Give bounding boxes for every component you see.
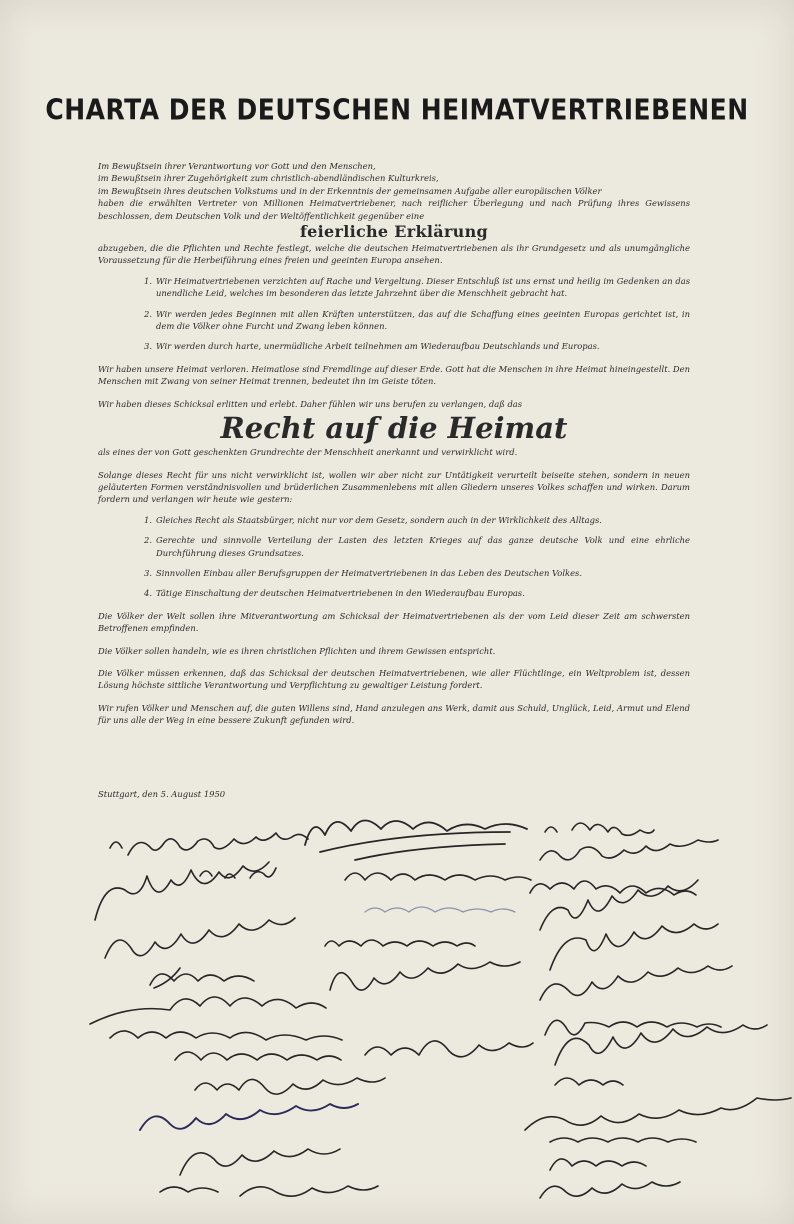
pledge-list <box>98 275 690 353</box>
paragraph-recognized: als eines der von Gott geschenkten Grundrechte der Menschheit anerkannt und verwirklicht wird. <box>98 447 518 458</box>
signature <box>540 966 732 1000</box>
signature <box>550 1138 696 1142</box>
signature <box>110 1031 342 1040</box>
paragraph-homeland-lost: Wir haben unsere Heimat verloren. Heimatlose sind Fremdlinge auf dieser Erde. Gott hat die Menschen in ihre Heimat hineingestellt. Den Menschen mit Zwang von seiner Heimat trennen, bedeutet ihn im Geiste töten. <box>98 363 690 387</box>
paragraph-as-long: Solange dieses Recht für uns nicht verwirklicht ist, wollen wir aber nicht zur Untätigkeit verurteilt beiseite stehen, sondern in neuen geläuterten Formen verständnisvollen und brüderlichen Zusammenlebens mit allen Gliedern unseres Volkes schaffen und wirken. Darum fordern und verlangen wir heute wie gestern: <box>98 469 690 505</box>
signature <box>365 907 515 912</box>
closing-paragraph: Die Völker sollen handeln, wie es ihren christlichen Pflichten und ihrem Gewissen entspricht. <box>98 645 496 656</box>
intro-line: im Bewußtsein ihres deutschen Volkstums und in der Erkenntnis der gemeinsamen Aufgabe aller europäischen Völker <box>98 185 602 196</box>
signature <box>550 924 718 970</box>
intro-line: haben die erwählten Vertreter von Millionen Heimatvertriebener, nach reiflicher Überlegung und nach Prüfung ihres Gewissens beschlossen, dem Deutschen Volk und der Weltöffentlichkeit gegenüber eine <box>98 198 690 221</box>
signature <box>345 873 531 880</box>
signature <box>110 833 308 855</box>
intro-line: Im Bewußtsein ihrer Verantwortung vor Gott und den Menschen, <box>98 161 376 171</box>
signature <box>175 1052 341 1060</box>
demand-list <box>98 514 690 600</box>
declaration-intro: abzugeben, die die Pflichten und Rechte festlegt, welche die deutschen Heimatvertriebenen als ihr Grundgesetz und als unumgängliche Voraussetzung für die Herbeiführung eines freien und geeinten Europa ansehen. <box>98 243 690 266</box>
signature <box>150 974 254 985</box>
signature <box>550 1159 646 1170</box>
signature <box>525 1098 791 1130</box>
demand-item: 2. Gerechte und sinnvolle Verteilung der Lasten des letzten Krieges auf das ganze deutsche Volk und eine ehrliche Durchführung dieses Grundsatzes. <box>144 535 690 558</box>
signature <box>140 1104 358 1130</box>
signature <box>330 962 520 990</box>
signature <box>540 1182 680 1198</box>
signature <box>90 997 326 1024</box>
signature <box>180 1149 340 1175</box>
document-title: CHARTA DER DEUTSCHEN HEIMATVERTRIEBENEN <box>45 92 749 127</box>
demand-item: 3. Sinnvollen Einbau aller Berufsgruppen der Heimatvertriebenen in das Leben des Deutschen Volkes. <box>144 567 582 578</box>
signature <box>545 823 654 835</box>
signature <box>545 1020 721 1035</box>
pledge-item: 2. Wir werden jedes Beginnen mit allen Kräften unterstützen, das auf die Schaffung eines geeinten Europas gerichtet ist, in dem die Völker ohne Furcht und Zwang leben können. <box>144 308 690 332</box>
signature <box>305 820 527 860</box>
dateline: Stuttgart, den 5. August 1950 <box>98 789 226 799</box>
closing-paragraph: Wir rufen Völker und Menschen auf, die guten Willens sind, Hand anzulegen ans Werk, damit aus Schuld, Unglück, Leid, Armut und Elend für uns alle der Weg in eine bessere Zukunft gefunden wird. <box>98 702 690 726</box>
intro-line: im Bewußtsein ihrer Zugehörigkeit zum christlich-abendländischen Kulturkreis, <box>98 173 439 184</box>
paragraph-fate: Wir haben dieses Schicksal erlitten und erlebt. Daher fühlen wir uns berufen zu verlangen, daß das <box>98 398 523 409</box>
declaration-heading: feierliche Erklärung <box>299 222 489 242</box>
signature <box>200 868 276 878</box>
signature <box>195 1078 385 1094</box>
signature <box>540 880 698 930</box>
signature <box>555 1078 623 1085</box>
signature <box>530 881 696 895</box>
signature <box>105 918 295 988</box>
demand-item: 1. Gleiches Recht als Staatsbürger, nicht nur vor dem Gesetz, sondern auch in der Wirklichkeit des Alltags. <box>144 514 602 525</box>
right-to-homeland-heading: Recht auf die Heimat <box>220 411 568 446</box>
signature <box>160 1186 378 1196</box>
closing-paragraph: Die Völker der Welt sollen ihre Mitverantwortung am Schicksal der Heimatvertriebenen als der vom Leid dieser Zeit am schwersten Betroffenen empfinden. <box>98 610 690 634</box>
pledge-item: 3. Wir werden durch harte, unermüdliche Arbeit teilnehmen am Wiederaufbau Deutschlands und Europas. <box>144 341 600 352</box>
charter-body <box>98 160 690 727</box>
signature <box>325 940 475 946</box>
signature <box>365 1041 533 1057</box>
pledge-item: 1. Wir Heimatvertriebenen verzichten auf Rache und Vergeltung. Dieser Entschluß ist uns ernst und heilig im Gedenken an das unendliche Leid, welches im besonderen das letzte Jahrzehnt über die Menschheit gebracht hat. <box>144 275 690 299</box>
signature <box>555 1025 767 1065</box>
demand-item: 4. Tätige Einschaltung der deutschen Heimatvertriebenen in den Wiederaufbau Europas. <box>144 588 525 599</box>
signature <box>540 840 718 860</box>
closing-paragraph: Die Völker müssen erkennen, daß das Schicksal der deutschen Heimatvertriebenen, wie aller Flüchtlinge, ein Weltproblem ist, dessen Lösung höchste sittliche Verantwortung und Verpflichtung zu gewaltiger Leistung fordert. <box>98 667 690 691</box>
signature <box>95 862 269 920</box>
